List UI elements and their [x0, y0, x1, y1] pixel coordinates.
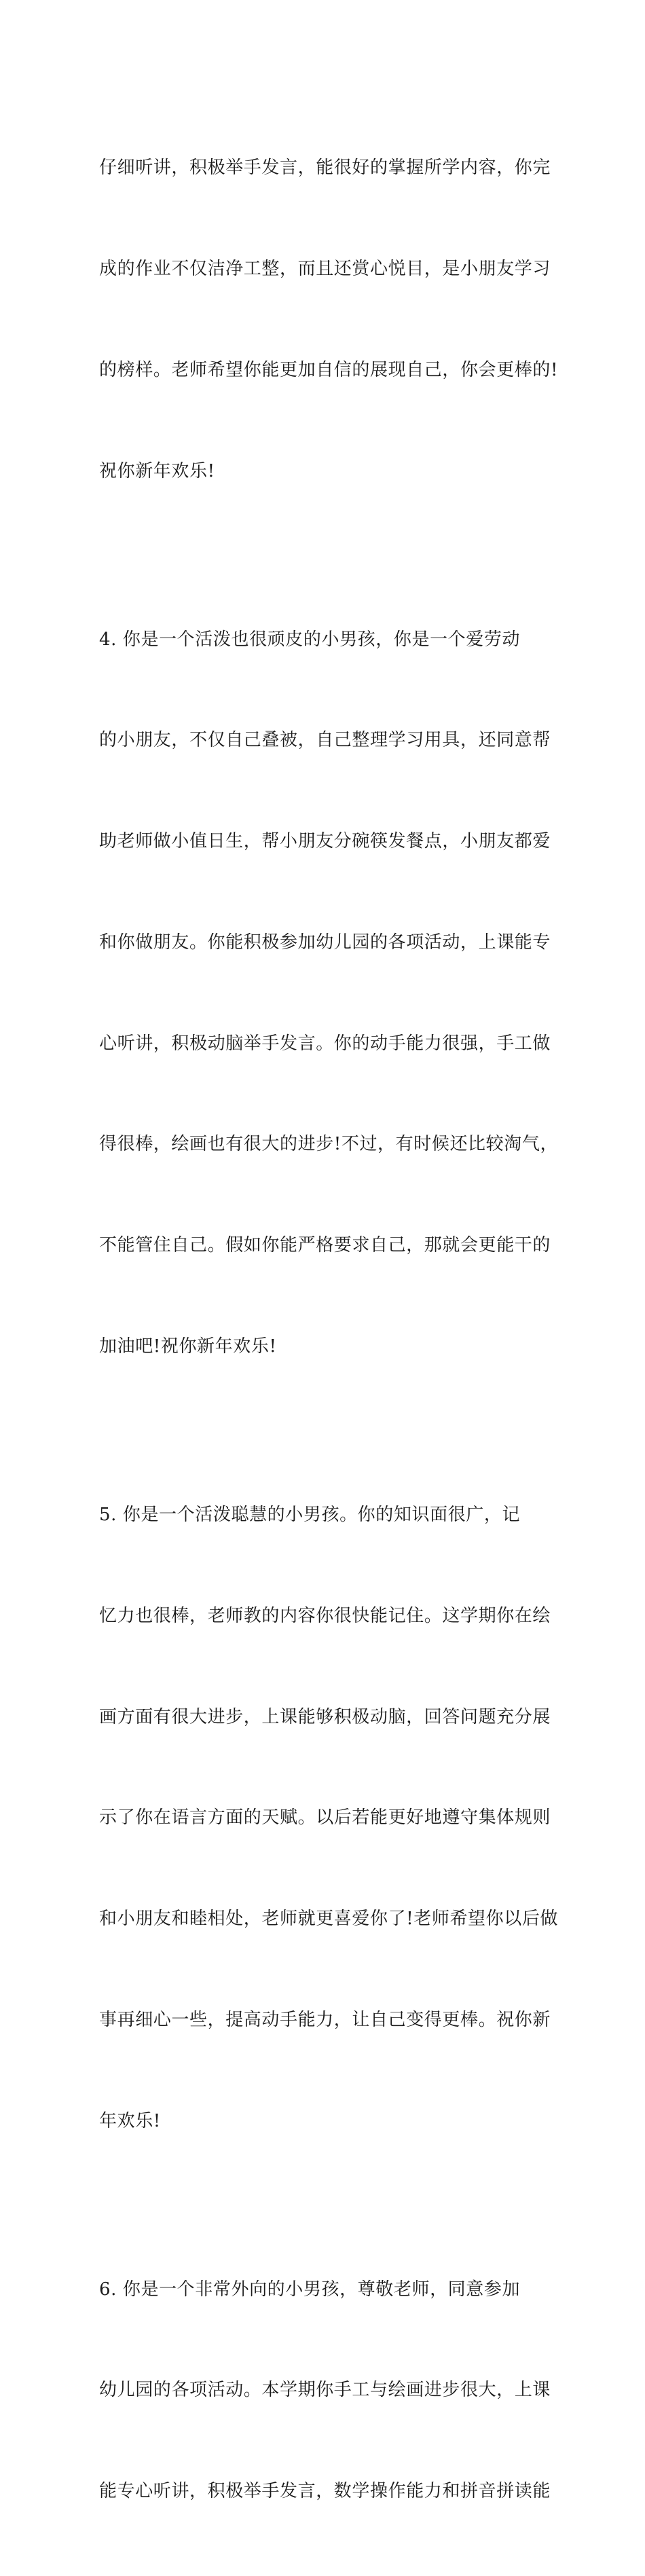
paragraph-3-continuation [99, 84, 559, 555]
text-line: 的小朋友，不仅自己叠被，自己整理学习用具，还同意帮 [99, 730, 551, 751]
text-line: 年欢乐! [99, 2110, 161, 2131]
text-line: 画方面有很大进步，上课能够积极动脑，回答问题充分展 [99, 1706, 551, 1727]
text-line: 心听讲，积极动脑举手发言。你的动手能力很强，手工做 [99, 1033, 551, 1054]
text-line: 成的作业不仅洁净工整，而且还赏心悦目，是小朋友学习 [99, 258, 551, 279]
text-line: 和你做朋友。你能积极参加幼儿园的各项活动，上课能专 [99, 932, 551, 953]
text-line: 忆力也很棒，老师教的内容你很快能记住。这学期你在绘 [99, 1605, 551, 1626]
text-line: 得很棒，绘画也有很大的进步!不过，有时候还比较淘气， [99, 1134, 559, 1155]
paragraph-6 [99, 2205, 551, 2576]
text-line: 加油吧!祝你新年欢乐! [99, 1336, 277, 1357]
text-line: 幼儿园的各项活动。本学期你手工与绘画进步很大，上课 [99, 2380, 551, 2401]
text-line: 6. 你是一个非常外向的小男孩，尊敬老师，同意参加 [99, 2279, 521, 2300]
text-line: 4. 你是一个活泼也很顽皮的小男孩，你是一个爱劳动 [99, 629, 521, 650]
text-line: 仔细听讲，积极举手发言，能很好的掌握所学内容，你完 [99, 158, 551, 179]
document-body [99, 84, 559, 2576]
paragraph-5 [99, 1431, 559, 2206]
text-line: 的榜样。老师希望你能更加自信的展现自己，你会更棒的! [99, 359, 559, 380]
text-line: 示了你在语言方面的天赋。以后若能更好地遵守集体规则 [99, 1807, 551, 1828]
text-line: 祝你新年欢乐! [99, 460, 215, 481]
paragraph-4 [99, 555, 559, 1431]
text-line: 助老师做小值日生，帮小朋友分碗筷发餐点，小朋友都爱 [99, 831, 551, 852]
text-line: 和小朋友和睦相处，老师就更喜爱你了!老师希望你以后做 [99, 1909, 559, 1930]
text-line: 5. 你是一个活泼聪慧的小男孩。你的知识面很广，记 [99, 1504, 521, 1525]
text-line: 不能管住自己。假如你能严格要求自己，那就会更能干的 [99, 1235, 551, 1256]
text-line: 能专心听讲，积极举手发言，数学操作能力和拼音拼读能 [99, 2481, 551, 2502]
text-line: 事再细心一些，提高动手能力，让自己变得更棒。祝你新 [99, 2009, 551, 2030]
